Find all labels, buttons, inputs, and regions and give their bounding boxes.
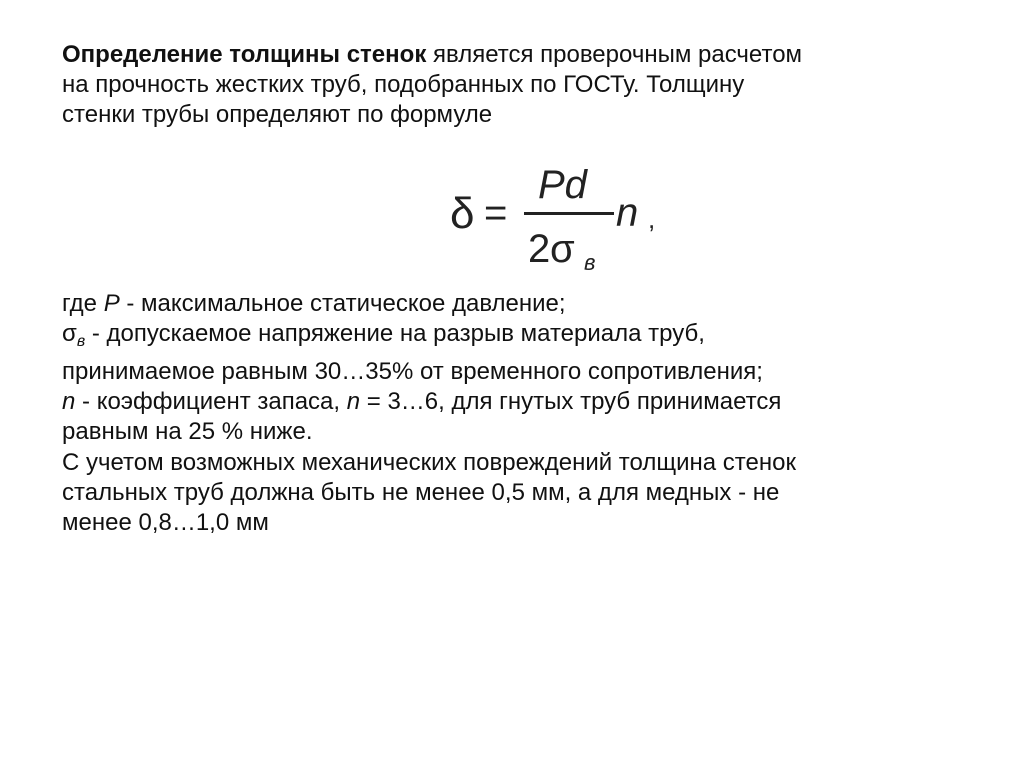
intro-term: Определение толщины стенок	[62, 41, 427, 68]
definition-p-symbol: P	[103, 290, 120, 317]
wall-thickness-formula	[448, 150, 678, 280]
definition-p	[62, 289, 962, 319]
note-line-2: стальных труб должна быть не менее 0,5 мм, а для медных - не	[62, 479, 780, 506]
note-line-3: менее 0,8…1,0 мм	[62, 509, 269, 536]
intro-paragraph	[62, 40, 962, 130]
definition-p-text: - максимальное статическое давление;	[119, 290, 566, 317]
formula-delta: δ	[450, 189, 475, 238]
definition-sigma-symbol: σ	[62, 320, 77, 347]
formula-numerator: Pd	[538, 163, 587, 207]
definitions-paragraph	[62, 289, 962, 447]
definition-n-mid: - коэффициент запаса,	[75, 388, 347, 415]
definition-sigma	[62, 319, 962, 357]
intro-line-1-rest: является проверочным расчетом	[426, 41, 803, 68]
formula-denominator-coef: 2	[528, 227, 551, 271]
intro-line-3: стенки трубы определяют по формуле	[62, 101, 493, 128]
formula-factor: n	[616, 191, 639, 235]
formula-denominator-sigma: σ	[550, 227, 575, 271]
intro-line-2: на прочность жестких труб, подобранных по ГОСТу. Толщину	[62, 71, 745, 98]
note-paragraph	[62, 448, 962, 538]
definition-sigma-sub: в	[76, 333, 86, 350]
definition-n-text: = 3…6, для гнутых труб принимается	[360, 388, 782, 415]
definition-n	[62, 387, 962, 417]
fraction-bar	[524, 212, 614, 215]
formula-denominator-sub: в	[584, 250, 596, 275]
note-line-1: С учетом возможных механических повреждений толщина стенок	[62, 449, 796, 476]
definition-n-symbol: n	[62, 388, 76, 415]
definition-sigma-cont: принимаемое равным 30…35% от временного сопротивления;	[62, 358, 763, 385]
definition-n-symbol-2: n	[346, 388, 361, 415]
definition-sigma-text: - допускаемое напряжение на разрыв материала труб,	[85, 320, 705, 347]
formula-equals: =	[484, 191, 508, 235]
intro-line-1	[62, 40, 962, 70]
formula-comma: ,	[648, 204, 656, 234]
definition-p-prefix: где	[62, 290, 104, 317]
formula-graphic	[448, 150, 678, 280]
definition-n-cont: равным на 25 % ниже.	[62, 418, 313, 445]
